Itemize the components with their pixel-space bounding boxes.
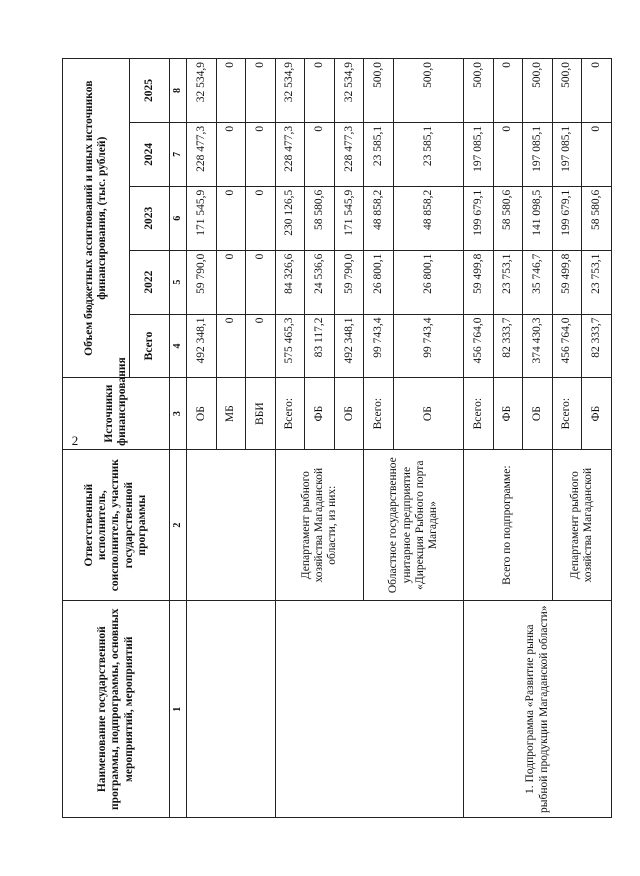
value-cell: 24 536,6 xyxy=(305,250,335,314)
value-cell: 0 xyxy=(216,314,246,378)
value-cell: 500,0 xyxy=(523,59,553,123)
value-cell: 141 098,5 xyxy=(523,186,553,250)
value-cell: 197 085,1 xyxy=(552,122,582,186)
header-executor: Ответственный исполнитель, соисполнитель, участник государственной программы xyxy=(63,449,170,601)
index-cell: 4 xyxy=(170,314,187,378)
index-cell: 5 xyxy=(170,250,187,314)
table-row xyxy=(275,59,305,818)
header-year-2022: 2022 xyxy=(130,250,170,314)
rotated-table-wrapper xyxy=(62,58,612,818)
value-cell: 171 545,9 xyxy=(187,186,217,250)
value-cell: 0 xyxy=(216,186,246,250)
name-cell-empty xyxy=(275,601,463,818)
index-cell: 3 xyxy=(170,378,187,449)
value-cell: 0 xyxy=(582,59,612,123)
executor-cell-empty xyxy=(187,449,276,601)
table-row xyxy=(464,59,494,818)
source-cell: ВБИ xyxy=(246,378,276,449)
source-cell: ОБ xyxy=(523,378,553,449)
value-cell: 0 xyxy=(246,314,276,378)
source-cell: Всего: xyxy=(364,378,394,449)
header-year-2023: 2023 xyxy=(130,186,170,250)
source-cell: Всего: xyxy=(552,378,582,449)
value-cell: 0 xyxy=(305,59,335,123)
table-row xyxy=(187,59,217,818)
executor-cell: Областное государственное унитарное предприятие «Дирекция Рыбного порта Магадан» xyxy=(364,449,464,601)
source-cell: ФБ xyxy=(582,378,612,449)
value-cell: 230 126,5 xyxy=(275,186,305,250)
header-row xyxy=(63,59,130,818)
value-cell: 23 753,1 xyxy=(582,250,612,314)
name-cell-empty xyxy=(187,601,276,818)
value-cell: 0 xyxy=(582,122,612,186)
value-cell: 575 465,3 xyxy=(275,314,305,378)
executor-cell: Департамент рыбного хозяйства Магаданской области, из них: xyxy=(275,449,364,601)
value-cell: 228 477,3 xyxy=(275,122,305,186)
value-cell: 0 xyxy=(246,186,276,250)
value-cell: 59 790,0 xyxy=(187,250,217,314)
value-cell: 23 753,1 xyxy=(493,250,523,314)
value-cell: 228 477,3 xyxy=(334,122,364,186)
value-cell: 58 580,6 xyxy=(305,186,335,250)
source-cell: Всего: xyxy=(275,378,305,449)
source-cell: ОБ xyxy=(334,378,364,449)
source-cell: МБ xyxy=(216,378,246,449)
value-cell: 374 430,3 xyxy=(523,314,553,378)
value-cell: 23 585,1 xyxy=(394,122,464,186)
index-cell: 2 xyxy=(170,449,187,601)
header-year-2024: 2024 xyxy=(130,122,170,186)
value-cell: 99 743,4 xyxy=(394,314,464,378)
source-cell: ОБ xyxy=(394,378,464,449)
subprogram-name-cell: 1. Подпрограмма «Развитие рынка рыбной продукции Магаданской области» xyxy=(464,601,612,818)
value-cell: 0 xyxy=(246,59,276,123)
value-cell: 23 585,1 xyxy=(364,122,394,186)
value-cell: 228 477,3 xyxy=(187,122,217,186)
value-cell: 171 545,9 xyxy=(334,186,364,250)
value-cell: 83 117,2 xyxy=(305,314,335,378)
index-cell: 6 xyxy=(170,186,187,250)
source-cell: ФБ xyxy=(493,378,523,449)
value-cell: 197 085,1 xyxy=(464,122,494,186)
value-cell: 32 534,9 xyxy=(275,59,305,123)
value-cell: 492 348,1 xyxy=(187,314,217,378)
value-cell: 500,0 xyxy=(552,59,582,123)
value-cell: 0 xyxy=(246,122,276,186)
index-row xyxy=(170,59,187,818)
value-cell: 197 085,1 xyxy=(523,122,553,186)
value-cell: 500,0 xyxy=(464,59,494,123)
funding-table xyxy=(62,58,612,818)
value-cell: 199 679,1 xyxy=(464,186,494,250)
value-cell: 59 499,8 xyxy=(464,250,494,314)
value-cell: 456 764,0 xyxy=(552,314,582,378)
value-cell: 58 580,6 xyxy=(582,186,612,250)
value-cell: 0 xyxy=(216,59,246,123)
source-cell: Всего: xyxy=(464,378,494,449)
value-cell: 456 764,0 xyxy=(464,314,494,378)
value-cell: 0 xyxy=(305,122,335,186)
value-cell: 32 534,9 xyxy=(187,59,217,123)
header-year-total: Всего xyxy=(130,314,170,378)
executor-cell: Департамент рыбного хозяйства Магаданской xyxy=(552,449,611,601)
value-cell: 0 xyxy=(216,250,246,314)
value-cell: 32 534,9 xyxy=(334,59,364,123)
value-cell: 58 580,6 xyxy=(493,186,523,250)
value-cell: 59 790,0 xyxy=(334,250,364,314)
value-cell: 35 746,7 xyxy=(523,250,553,314)
value-cell: 0 xyxy=(493,59,523,123)
value-cell: 48 858,2 xyxy=(394,186,464,250)
value-cell: 0 xyxy=(216,122,246,186)
header-name: Наименование государственной программы, подпрограммы, основных мероприятий, мероприятий xyxy=(63,601,170,818)
page-number: 2 xyxy=(71,433,79,448)
index-cell: 1 xyxy=(170,601,187,818)
value-cell: 0 xyxy=(493,122,523,186)
value-cell: 492 348,1 xyxy=(334,314,364,378)
value-cell: 59 499,8 xyxy=(552,250,582,314)
executor-cell: Всего по подпрограмме: xyxy=(464,449,553,601)
header-year-2025: 2025 xyxy=(130,59,170,123)
value-cell: 500,0 xyxy=(394,59,464,123)
index-cell: 7 xyxy=(170,122,187,186)
value-cell: 48 858,2 xyxy=(364,186,394,250)
index-cell: 8 xyxy=(170,59,187,123)
header-volume: Объем бюджетных ассигнований и иных источников финансирования, (тыс. рублей) xyxy=(63,59,130,378)
value-cell: 84 326,6 xyxy=(275,250,305,314)
value-cell: 26 800,1 xyxy=(394,250,464,314)
value-cell: 199 679,1 xyxy=(552,186,582,250)
source-cell: ФБ xyxy=(305,378,335,449)
header-source: Источники финансирования xyxy=(63,378,170,449)
value-cell: 82 333,7 xyxy=(582,314,612,378)
source-cell: ОБ xyxy=(187,378,217,449)
value-cell: 0 xyxy=(246,250,276,314)
value-cell: 26 800,1 xyxy=(364,250,394,314)
value-cell: 82 333,7 xyxy=(493,314,523,378)
value-cell: 99 743,4 xyxy=(364,314,394,378)
value-cell: 500,0 xyxy=(364,59,394,123)
